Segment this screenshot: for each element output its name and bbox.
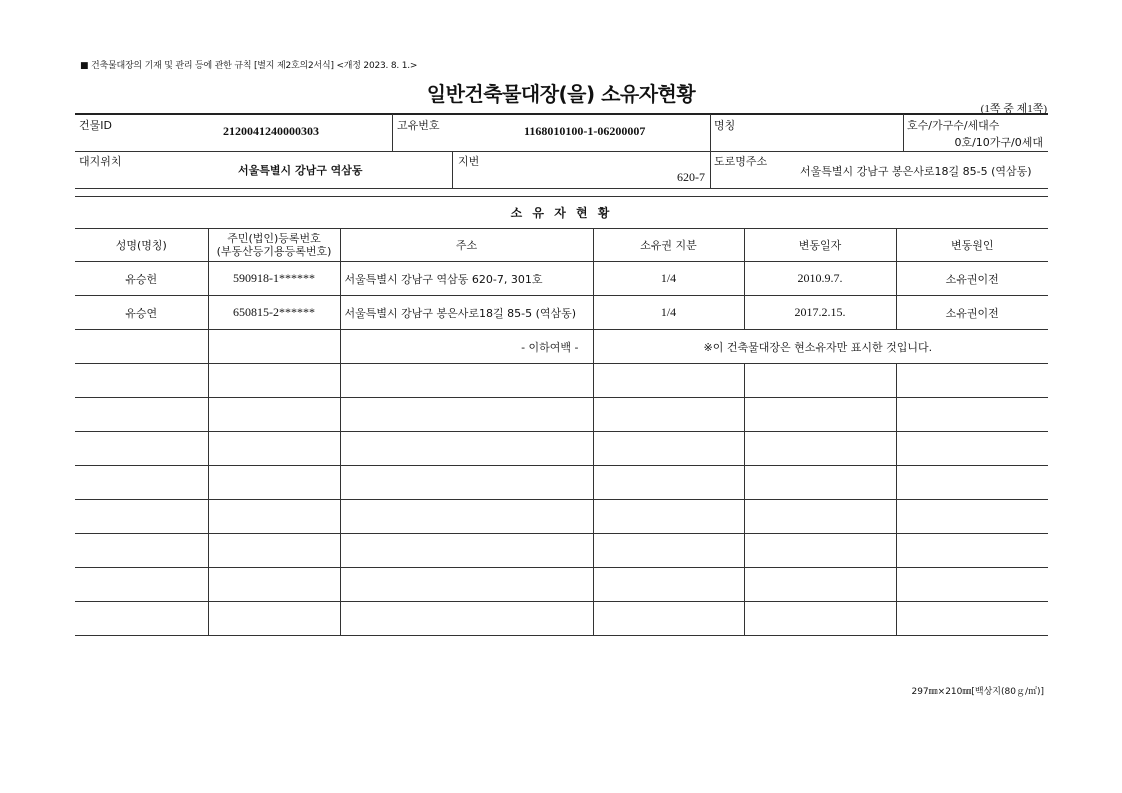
- blank-marker: - 이하여백 -: [340, 330, 593, 364]
- building-id-value: 2120041240000303: [223, 124, 319, 138]
- owners-table: [75, 228, 1048, 636]
- empty-cell: [593, 364, 744, 398]
- empty-cell: [744, 602, 896, 636]
- table-row: [75, 262, 1048, 296]
- table-row: [75, 534, 1048, 568]
- legal-note: ■ 건축물대장의 기재 및 관리 등에 관한 규칙 [별지 제2호의2서식] <개정 2023. 8. 1.>: [80, 61, 418, 71]
- empty-cell: [744, 398, 896, 432]
- empty-cell: [340, 534, 593, 568]
- table-row: [75, 500, 1048, 534]
- empty-cell: [75, 568, 208, 602]
- lot-label: 지번: [458, 155, 480, 168]
- empty-cell: [208, 330, 340, 364]
- col-header-change-date: 변동일자: [744, 229, 896, 262]
- table-row: [75, 330, 1048, 364]
- table-row: [75, 398, 1048, 432]
- info-col-divider: [452, 152, 453, 188]
- empty-cell: [340, 398, 593, 432]
- table-row: [75, 568, 1048, 602]
- empty-cell: [340, 568, 593, 602]
- empty-cell: [340, 432, 593, 466]
- table-header-row: [75, 229, 1048, 262]
- col-header-reg-no: [208, 229, 340, 262]
- info-col-divider: [903, 114, 904, 151]
- empty-cell: [744, 364, 896, 398]
- empty-cell: [75, 330, 208, 364]
- paper-spec: 297㎜×210㎜[백상지(80ｇ/㎡)]: [911, 687, 1044, 697]
- building-name-label: 명칭: [714, 119, 736, 132]
- empty-cell: [593, 568, 744, 602]
- empty-cell: [593, 466, 744, 500]
- owner-reg-no: 650815-2******: [208, 296, 340, 330]
- table-row: [75, 602, 1048, 636]
- empty-cell: [593, 398, 744, 432]
- empty-cell: [208, 602, 340, 636]
- col-header-name: 성명(명칭): [75, 229, 208, 262]
- empty-cell: [208, 534, 340, 568]
- owner-reg-no: 590918-1******: [208, 262, 340, 296]
- site-value: 서울특별시 강남구 역삼동: [238, 164, 363, 177]
- empty-cell: [744, 500, 896, 534]
- empty-cell: [208, 398, 340, 432]
- empty-cell: [208, 364, 340, 398]
- col-header-address: 주소: [340, 229, 593, 262]
- page-info: (1쪽 중 제1쪽): [980, 103, 1047, 115]
- owner-address: 서울특별시 강남구 봉은사로18길 85-5 (역삼동): [340, 296, 593, 330]
- empty-cell: [896, 568, 1048, 602]
- owner-change-date: 2010.9.7.: [744, 262, 896, 296]
- page-title: 일반건축물대장(을) 소유자현황: [426, 82, 696, 106]
- units-value: 0호/10가구/0세대: [954, 136, 1043, 149]
- empty-cell: [340, 364, 593, 398]
- empty-cell: [340, 602, 593, 636]
- col-header-change-reason: 변동원인: [896, 229, 1048, 262]
- empty-cell: [75, 602, 208, 636]
- empty-cell: [744, 534, 896, 568]
- owner-change-reason: 소유권이전: [896, 262, 1048, 296]
- empty-cell: [75, 432, 208, 466]
- owner-share: 1/4: [593, 262, 744, 296]
- col-header-reg-no-line2: (부동산등기용등록번호): [216, 245, 332, 258]
- col-header-reg-no-line1: 주민(법인)등록번호: [227, 232, 321, 245]
- empty-cell: [896, 398, 1048, 432]
- empty-cell: [208, 500, 340, 534]
- empty-cell: [75, 534, 208, 568]
- unique-no-label: 고유번호: [397, 119, 440, 132]
- owner-section-title: 소 유 자 현 황: [510, 206, 613, 220]
- empty-cell: [593, 602, 744, 636]
- info-bottom-border: [75, 188, 1048, 189]
- empty-cell: [593, 534, 744, 568]
- empty-cell: [75, 500, 208, 534]
- info-col-divider: [392, 114, 393, 151]
- empty-cell: [896, 466, 1048, 500]
- empty-cell: [896, 364, 1048, 398]
- empty-cell: [340, 500, 593, 534]
- empty-cell: [744, 466, 896, 500]
- empty-cell: [208, 432, 340, 466]
- empty-cell: [896, 432, 1048, 466]
- empty-cell: [208, 466, 340, 500]
- units-label: 호수/가구수/세대수: [907, 119, 1000, 132]
- empty-cell: [744, 568, 896, 602]
- owner-name: 유승연: [75, 296, 208, 330]
- owner-change-reason: 소유권이전: [896, 296, 1048, 330]
- empty-cell: [896, 534, 1048, 568]
- site-label: 대지위치: [79, 155, 122, 168]
- empty-cell: [744, 432, 896, 466]
- notice-text: ※이 건축물대장은 현소유자만 표시한 것입니다.: [593, 330, 1048, 364]
- empty-cell: [75, 466, 208, 500]
- owner-address: 서울특별시 강남구 역삼동 620-7, 301호: [340, 262, 593, 296]
- owner-name: 유승헌: [75, 262, 208, 296]
- section-divider: [75, 196, 1048, 197]
- info-col-divider: [710, 114, 711, 188]
- empty-cell: [593, 432, 744, 466]
- empty-cell: [208, 568, 340, 602]
- empty-cell: [340, 466, 593, 500]
- owner-share: 1/4: [593, 296, 744, 330]
- col-header-share: 소유권 지분: [593, 229, 744, 262]
- empty-cell: [593, 500, 744, 534]
- empty-cell: [896, 500, 1048, 534]
- unique-no-value: 1168010100-1-06200007: [524, 124, 646, 138]
- table-row: [75, 364, 1048, 398]
- empty-cell: [75, 364, 208, 398]
- table-row: [75, 466, 1048, 500]
- table-row: [75, 432, 1048, 466]
- empty-cell: [75, 398, 208, 432]
- info-row-divider: [75, 151, 1048, 152]
- road-address-label: 도로명주소: [714, 155, 768, 168]
- building-id-label: 건물ID: [79, 119, 112, 132]
- table-row: [75, 296, 1048, 330]
- owner-change-date: 2017.2.15.: [744, 296, 896, 330]
- road-address-value: 서울특별시 강남구 봉은사로18길 85-5 (역삼동): [800, 165, 1032, 178]
- lot-value: 620-7: [677, 170, 705, 184]
- empty-cell: [896, 602, 1048, 636]
